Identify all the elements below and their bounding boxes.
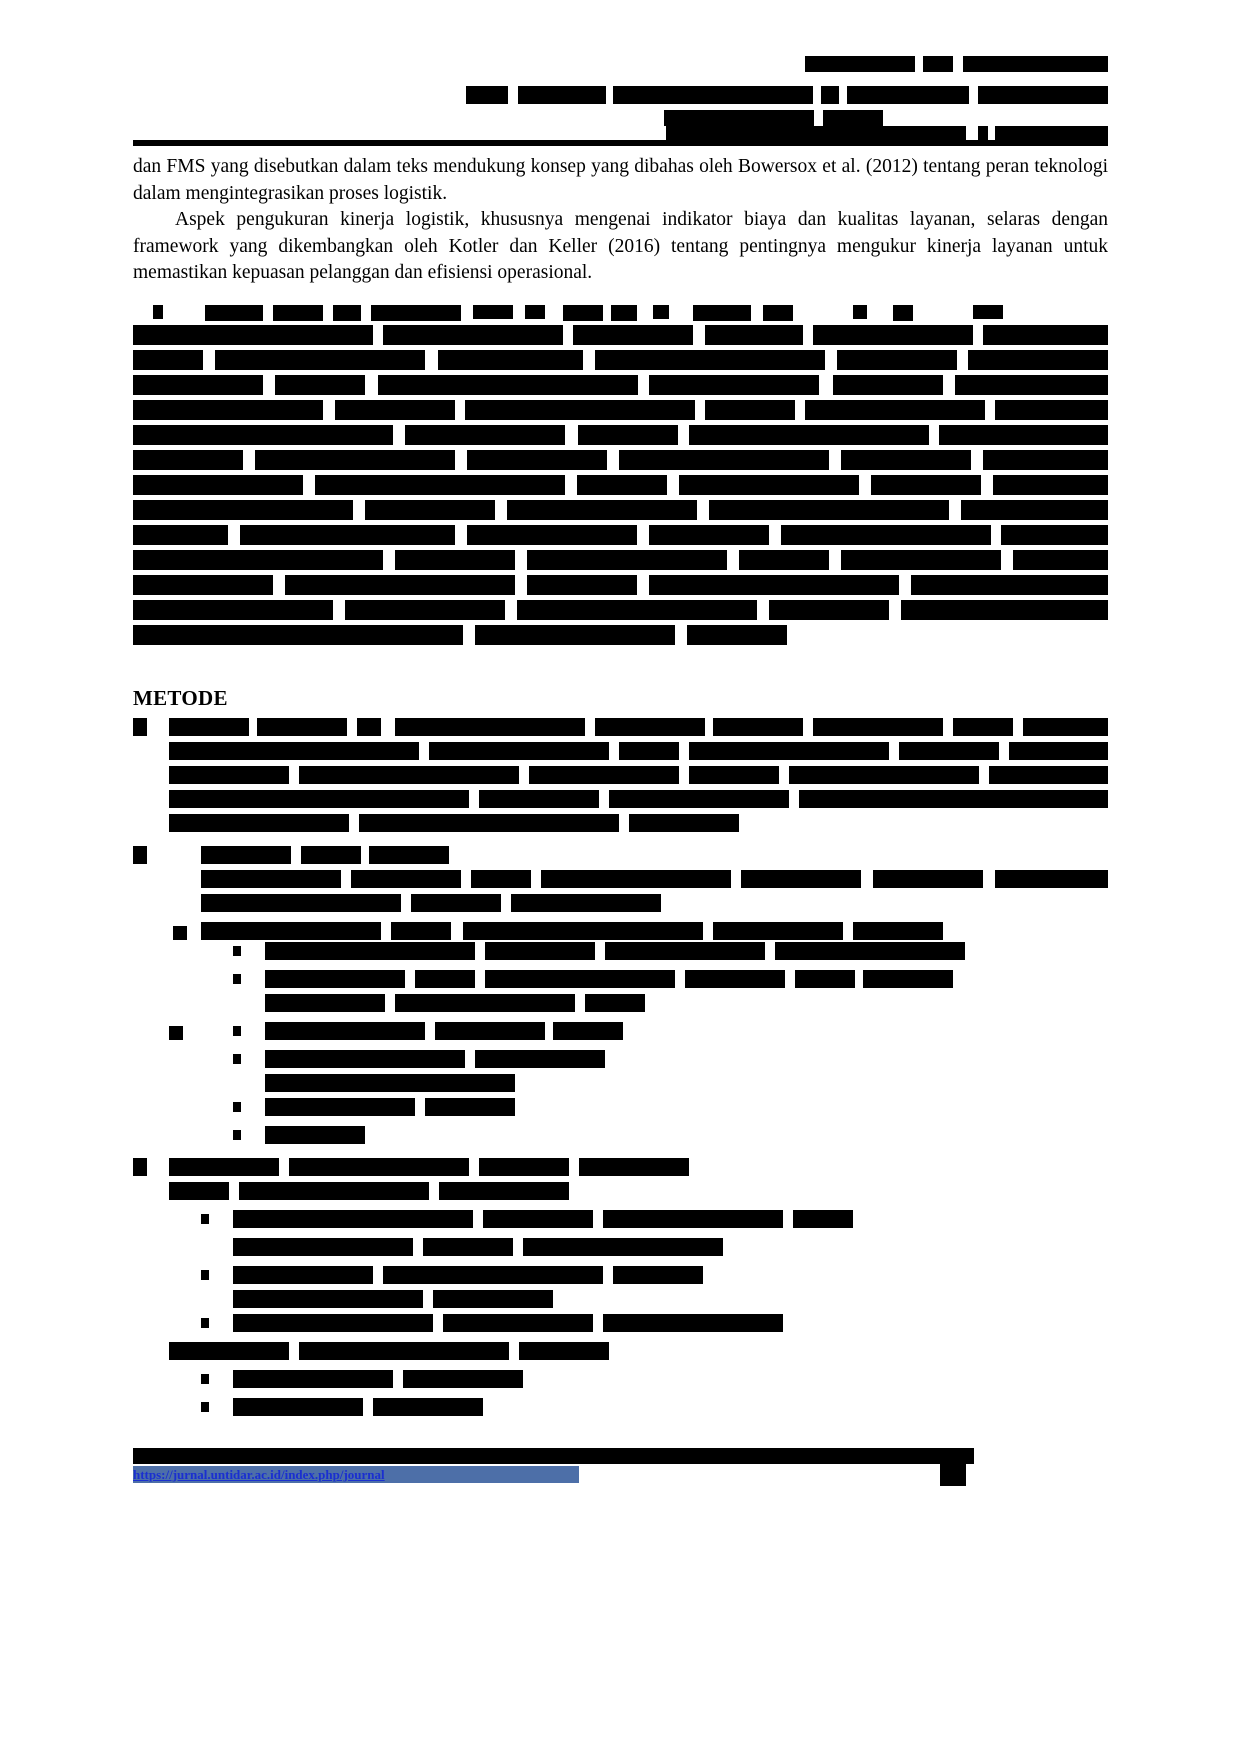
header-bar <box>613 86 813 104</box>
header-bar <box>821 86 839 104</box>
header-bar <box>664 110 814 126</box>
footer-rule-right <box>956 1448 974 1464</box>
header-bar <box>963 56 1108 72</box>
header-bar <box>978 86 1108 104</box>
header-bar <box>518 86 606 104</box>
header-bar <box>823 110 883 126</box>
redacted-body-block <box>133 305 1108 650</box>
redacted-method-block <box>133 718 1108 1428</box>
header-divider <box>133 140 1108 146</box>
header-bar <box>805 56 915 72</box>
paragraph-2 <box>133 207 1108 287</box>
section-heading-metode: METODE <box>133 686 228 710</box>
footer-page-number-redacted <box>940 1464 966 1486</box>
header-bar <box>466 86 508 104</box>
footer-rule <box>133 1448 956 1464</box>
page-header-redacted <box>133 50 1108 140</box>
header-bar <box>923 56 953 72</box>
header-bar <box>847 86 969 104</box>
paragraph-1: dan FMS yang disebutkan dalam teks mendukung konsep yang dibahas oleh Bowersox et al. (2012) tentang peran teknologi dalam mengintegrasikan proses logistik. <box>133 156 1108 204</box>
journal-url-link[interactable]: https://jurnal.untidar.ac.id/index.php/journal <box>133 1466 579 1483</box>
paragraph-2-text: Aspek pengukuran kinerja logistik, khususnya mengenai indikator biaya dan kualitas layanan, selaras dengan framework yang dikembangkan oleh Kotler dan Keller (2016) tentang pentingnya mengukur kinerja layanan untuk memastikan kepuasan pelanggan dan efisiensi operasional. <box>133 209 1108 283</box>
